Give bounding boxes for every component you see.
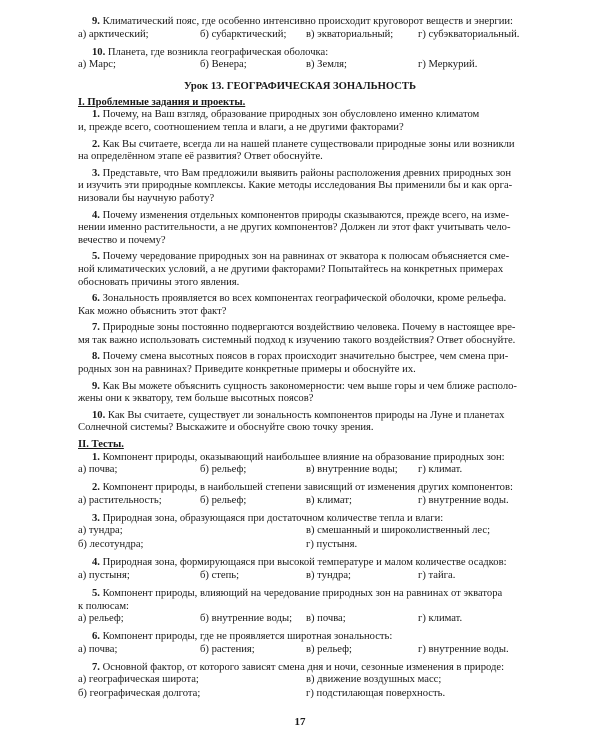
option-a: а) тундра; — [78, 525, 123, 537]
problem-number: 3. — [92, 167, 100, 179]
test-number: 6. — [92, 631, 100, 643]
problem-item — [0, 381, 600, 406]
problem-line: Почему чередование природных зон на равнинах от экватора к полюсам объясняется сме- — [102, 251, 510, 263]
problem-line: жены они к экватору, тем больше высотных поясов? — [78, 393, 314, 405]
option-d: г) подстилающая поверхность. — [306, 688, 446, 700]
option-d: г) климат. — [418, 613, 463, 625]
test-item — [0, 588, 600, 627]
option-a: а) почва; — [78, 464, 118, 476]
test-number: 2. — [92, 482, 100, 494]
problem-line: мя так важно использовать системный подход к изучению такого воздействия? Ответ обоснуйте. — [78, 334, 516, 346]
option-a: а) географическая широта; — [78, 674, 199, 686]
test-text: Компонент природы, влияющий на чередование природных зон на равнинах от экватора — [102, 588, 503, 599]
problem-line: нении именно растительности, а не других компонентов? Должен ли этот факт учитывать чело- — [78, 222, 511, 234]
problem-line: ной климатических условий, а не другими факторами? Попытайтесь на конкретных примерах — [78, 263, 504, 275]
test-item — [0, 662, 600, 703]
option-a: а) растительность; — [78, 494, 162, 506]
problem-line: Как можно объяснить этот факт? — [78, 305, 227, 317]
question-text: Климатический пояс, где особенно интенсивно происходит круговорот веществ и энергии: — [102, 16, 513, 27]
option-d: г) пустыня. — [306, 539, 358, 551]
option-c: в) Земля; — [306, 59, 347, 71]
problem-line: Почему, на Ваш взгляд, образование природных зон обусловлено именно климатом — [102, 109, 480, 121]
test-number: 1. — [92, 451, 100, 463]
option-a: а) Марс; — [78, 59, 116, 71]
question-number: 10. — [92, 46, 106, 58]
problem-number: 7. — [92, 322, 100, 334]
problem-line: Как Вы считаете, всегда ли на нашей планете существовали природные зоны или возникли — [102, 138, 515, 150]
test-text: Природная зона, образующаяся при достаточном количестве тепла и влаги: — [102, 512, 444, 524]
problem-item — [0, 168, 600, 206]
lesson-title: Урок 13. ГЕОГРАФИЧЕСКАЯ ЗОНАЛЬНОСТЬ — [183, 81, 417, 93]
option-b: б) субарктический; — [200, 28, 287, 40]
page-number: 17 — [294, 716, 306, 728]
option-c: в) тундра; — [306, 570, 351, 581]
test-number: 7. — [92, 661, 100, 673]
test-item — [0, 482, 600, 509]
option-c: в) экваториальный; — [306, 28, 394, 40]
section-title-problems: I. Проблемные задания и проекты. — [78, 96, 246, 108]
test-text: Основной фактор, от которого зависят смена дня и ночи, сезонные изменения в природе: — [102, 661, 505, 673]
problem-number: 10. — [92, 409, 106, 421]
option-c: в) рельеф; — [306, 643, 352, 655]
test-text: Природная зона, формирующаяся при высокой температуре и малом количестве осадков: — [102, 557, 507, 569]
problem-line: родных зон на равнинах? Приведите конкретные примеры и обоснуйте их. — [78, 364, 416, 376]
option-b: б) географическая долгота; — [78, 688, 201, 700]
question-number: 9. — [92, 16, 100, 27]
option-d: г) внутренние воды. — [418, 643, 509, 655]
problem-line: Природные зоны постоянно подвергаются воздействию человека. Почему в настоящее вре- — [102, 322, 516, 334]
problem-line: на определённом этапе её развития? Ответ обоснуйте. — [78, 151, 323, 163]
problem-list — [0, 109, 600, 435]
problem-number: 2. — [92, 138, 100, 150]
problem-number: 5. — [92, 251, 100, 263]
problem-item — [0, 351, 600, 376]
problem-item — [0, 139, 600, 164]
test-item — [0, 631, 600, 658]
option-b: б) степь; — [200, 570, 240, 581]
option-b: б) растения; — [200, 643, 255, 655]
option-d: г) Меркурий. — [418, 59, 478, 71]
problem-item — [0, 251, 600, 289]
option-d: г) внутренние воды. — [418, 494, 509, 506]
problem-line: и, прежде всего, соотношением тепла и влаги, а не другими факторами? — [78, 121, 404, 133]
problem-line: низовали бы научную работу? — [78, 192, 215, 204]
problem-line: вечество и почему? — [78, 234, 166, 246]
test-number: 3. — [92, 512, 100, 524]
problem-line: Почему изменения отдельных компонентов природы сказываются, прежде всего, на изме- — [102, 209, 510, 221]
option-a: а) арктический; — [78, 28, 149, 40]
option-c: в) почва; — [306, 613, 346, 625]
problem-item — [0, 210, 600, 248]
problem-line: Зональность проявляется во всех компонентах географической оболочки, кроме рельефа. — [102, 293, 507, 305]
answer-options — [78, 29, 530, 43]
problem-item — [0, 293, 600, 318]
test-number: 4. — [92, 557, 100, 569]
test-text: к полюсам: — [78, 600, 130, 612]
option-c: в) внутренние воды; — [306, 464, 398, 476]
option-b: б) Венера; — [200, 59, 247, 71]
option-c: в) смешанный и широколиственный лес; — [306, 525, 491, 537]
question-10 — [78, 47, 530, 60]
problem-number: 6. — [92, 293, 100, 305]
problem-line: и изучить эти природные комплексы. Какие методы исследования Вы применили бы и как орга- — [78, 180, 513, 192]
option-b: б) внутренние воды; — [200, 613, 293, 625]
option-d: г) субэкваториальный. — [418, 28, 520, 40]
answer-options — [78, 59, 530, 73]
option-a: а) пустыня; — [78, 570, 130, 581]
problem-line: Представьте, что Вам предложили выявить районы расположения древних природных зон — [102, 167, 512, 179]
option-b: б) рельеф; — [200, 494, 247, 506]
problem-number: 9. — [92, 380, 100, 392]
problem-line: Как Вы можете объяснить сущность закономерности: чем выше горы и чем ближе располо- — [102, 380, 517, 392]
option-c: в) климат; — [306, 494, 352, 506]
test-text: Компонент природы, оказывающий наибольшее влияние на образование природных зон: — [102, 451, 505, 463]
problem-number: 4. — [92, 209, 100, 221]
test-item — [0, 452, 600, 479]
problem-number: 8. — [92, 351, 100, 363]
question-9 — [78, 16, 530, 29]
problem-item — [0, 109, 600, 134]
option-d: г) тайга. — [418, 570, 456, 581]
option-c: в) движение воздушных масс; — [306, 674, 442, 686]
test-item — [0, 557, 600, 584]
test-number: 5. — [92, 588, 100, 599]
problem-line: обосновать причины этого явления. — [78, 276, 240, 288]
question-text: Планета, где возникла географическая оболочка: — [107, 46, 329, 58]
problem-line: Солнечной системы? Выскажите и обоснуйте свою точку зрения. — [78, 422, 374, 434]
test-text: Компонент природы, в наибольшей степени зависящий от изменения других компонентов: — [102, 482, 513, 494]
option-a: а) рельеф; — [78, 613, 124, 625]
problem-number: 1. — [92, 109, 100, 121]
test-text: Компонент природы, где не проявляется широтная зональность: — [102, 631, 393, 643]
problem-item — [0, 410, 600, 435]
problem-line: Как Вы считаете, существует ли зональность компонентов природы на Луне и планетах — [107, 409, 505, 421]
test-item — [0, 513, 600, 554]
option-a: а) почва; — [78, 643, 118, 655]
problem-line: Почему смена высотных поясов в горах происходит значительно быстрее, чем смена при- — [102, 351, 509, 363]
problem-item — [0, 322, 600, 347]
option-d: г) климат. — [418, 464, 463, 476]
option-b: б) лесотундра; — [78, 539, 144, 551]
option-b: б) рельеф; — [200, 464, 247, 476]
section-title-tests: II. Тесты. — [78, 439, 124, 451]
